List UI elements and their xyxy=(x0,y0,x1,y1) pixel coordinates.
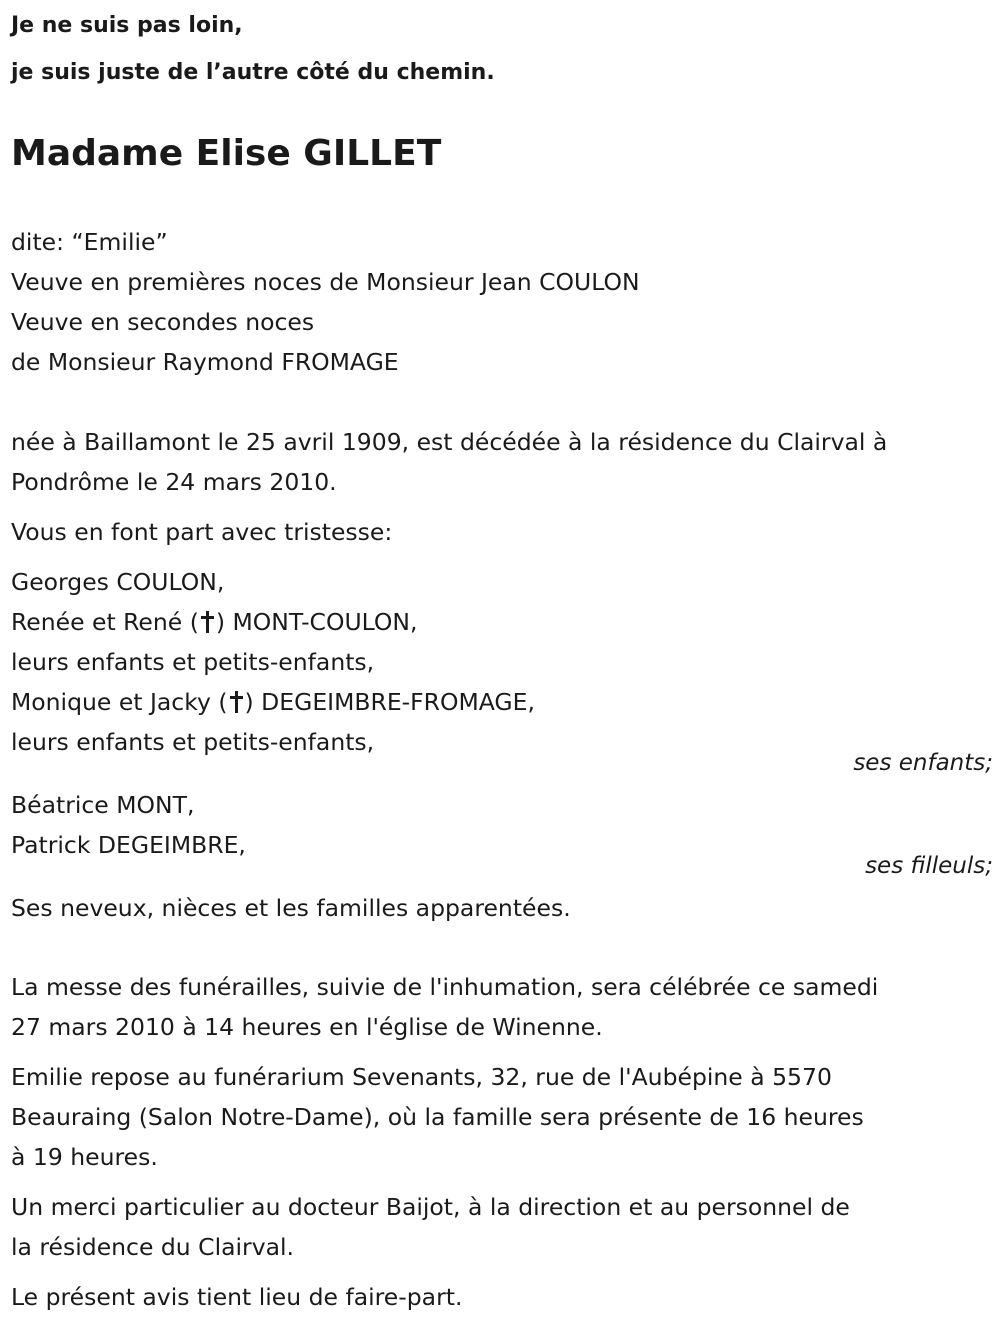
wake-line-1: Emilie repose au funérarium Sevenants, 32, rue de l'Aubépine à 5570 xyxy=(11,1063,832,1091)
announcement-line: Vous en font part avec tristesse: xyxy=(11,518,393,546)
birth-death-line-1: née à Baillamont le 25 avril 1909, est décédée à la résidence du Clairval à xyxy=(11,428,888,456)
birth-death-line-2: Pondrôme le 24 mars 2010. xyxy=(11,468,337,496)
child-renee xyxy=(11,602,535,642)
birth-death-block xyxy=(11,422,887,502)
obituary-notice xyxy=(11,0,993,1332)
children-label: ses enfants; xyxy=(853,750,993,776)
first-marriage-line: Veuve en premières noces de Monsieur Jean COULON xyxy=(11,268,640,296)
funeral-block xyxy=(11,967,878,1047)
identity-block xyxy=(11,222,640,382)
descendants-line-2: leurs enfants et petits-enfants, xyxy=(11,728,375,756)
thanks-line-1: Un merci particulier au docteur Baijot, à la direction et au personnel de xyxy=(11,1193,850,1221)
godchildren-block xyxy=(11,785,246,865)
extended-family-line: Ses neveux, nièces et les familles apparentées. xyxy=(11,894,571,922)
latin-cross-icon xyxy=(230,691,243,713)
child-monique xyxy=(11,682,535,722)
descendants-line-1: leurs enfants et petits-enfants, xyxy=(11,648,375,676)
wake-block xyxy=(11,1057,864,1177)
godchild-beatrice: Béatrice MONT, xyxy=(11,791,195,819)
wake-line-2: Beauraing (Salon Notre-Dame), où la famille sera présente de 16 heures xyxy=(11,1103,864,1131)
thanks-line-2: la résidence du Clairval. xyxy=(11,1233,295,1261)
thanks-block xyxy=(11,1187,850,1267)
child-renee-surname: ) MONT-COULON, xyxy=(215,608,418,636)
epigraph-line-1: Je ne suis pas loin, xyxy=(11,13,243,38)
second-marriage-line-1: Veuve en secondes noces xyxy=(11,308,315,336)
wake-line-3: à 19 heures. xyxy=(11,1143,158,1171)
closing-line: Le présent avis tient lieu de faire-part. xyxy=(11,1283,463,1311)
latin-cross-icon xyxy=(201,611,214,633)
funeral-line-2: 27 mars 2010 à 14 heures en l'église de Winenne. xyxy=(11,1013,603,1041)
nickname-line: dite: “Emilie” xyxy=(11,228,168,256)
child-georges: Georges COULON, xyxy=(11,568,225,596)
godchild-patrick: Patrick DEGEIMBRE, xyxy=(11,831,246,859)
godchildren-label: ses filleuls; xyxy=(865,853,993,879)
funeral-line-1: La messe des funérailles, suivie de l'inhumation, sera célébrée ce samedi xyxy=(11,973,879,1001)
children-block xyxy=(11,562,535,762)
epigraph-line-2: je suis juste de l’autre côté du chemin. xyxy=(11,60,495,85)
second-marriage-line-2: de Monsieur Raymond FROMAGE xyxy=(11,348,399,376)
deceased-name: Madame Elise GILLET xyxy=(11,133,442,174)
child-renee-name: Renée et René ( xyxy=(11,608,199,636)
child-monique-surname: ) DEGEIMBRE-FROMAGE, xyxy=(244,688,535,716)
child-monique-name: Monique et Jacky ( xyxy=(11,688,228,716)
